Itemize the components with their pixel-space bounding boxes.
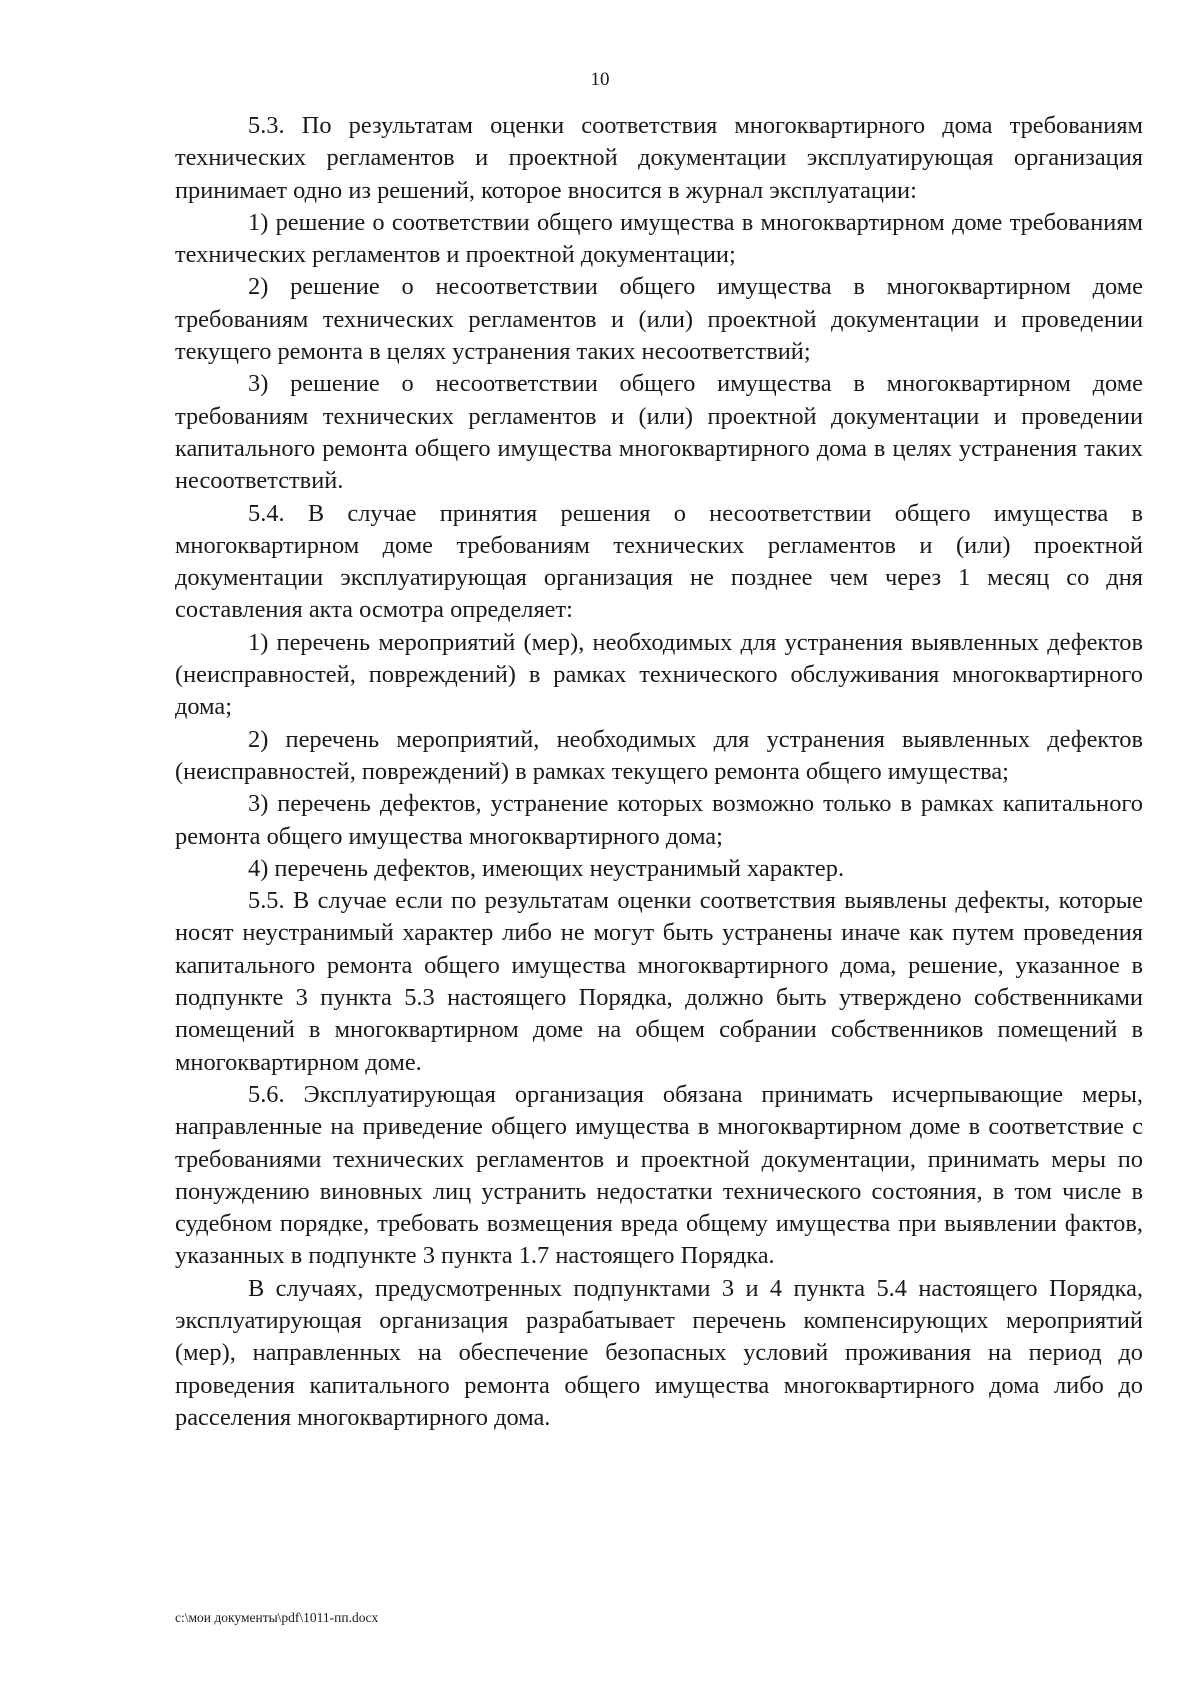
- list-item-5-3-1: 1) решение о соответствии общего имущества в многоквартирном доме требованиям технических регламентов и проектной документации;: [175, 208, 1143, 269]
- list-item-5-4-4: 4) перечень дефектов, имеющих неустранимый характер.: [248, 854, 845, 882]
- paragraph-5-4: 5.4. В случае принятия решения о несоответствии общего имущества в многоквартирном доме требованиям технических регламентов и (или) проектной документации эксплуатирующая организация не позднее чем через 1 месяц со дня составления акта осмотра определяет:: [175, 499, 1143, 624]
- document-body: [175, 110, 1143, 1434]
- list-item-5-4-3: 3) перечень дефектов, устранение которых возможно только в рамках капитального ремонта общего имущества многоквартирного дома;: [175, 790, 1143, 850]
- list-item-5-3-2: 2) решение о несоответствии общего имущества в многоквартирном доме требованиям технических регламентов и (или) проектной документации и проведении текущего ремонта в целях устранения таких несоответствий;: [175, 273, 1143, 366]
- page-number: 10: [590, 69, 610, 90]
- list-item-5-4-1: 1) перечень мероприятий (мер), необходимых для устранения выявленных дефектов (неисправностей, повреждений) в рамках технического обслуживания многоквартирного дома;: [175, 628, 1143, 721]
- paragraph-5-6: 5.6. Эксплуатирующая организация обязана принимать исчерпывающие меры, направленные на приведение общего имущества в многоквартирном доме в соответствие с требованиями технических регламентов и проектной документации, принимать меры по понуждению виновных лиц устранить недостатки технического состояния, в том числе в судебном порядке, требовать возмещения вреда общему имущества при выявлении фактов, указанных в подпункте 3 пункта 1.7 настоящего Порядка.: [175, 1080, 1143, 1270]
- footer-file-path: c:\мои документы\pdf\1011-пп.docx: [175, 1610, 379, 1625]
- list-item-5-3-3: 3) решение о несоответствии общего имущества в многоквартирном доме требованиям технических регламентов и (или) проектной документации и проведении капитального ремонта общего имущества многоквартирного дома в целях устранения таких несоответствий.: [175, 370, 1143, 495]
- paragraph-5-5: 5.5. В случае если по результатам оценки соответствия выявлены дефекты, которые носят неустранимый характер либо не могут быть устранены иначе как путем проведения капитального ремонта общего имущества многоквартирного дома, решение, указанное в подпункте 3 пункта 5.3 настоящего Порядка, должно быть утверждено собственниками помещений в многоквартирном доме на общем собрании собственников помещений в многоквартирном доме.: [175, 887, 1143, 1076]
- list-item-5-4-2: 2) перечень мероприятий, необходимых для устранения выявленных дефектов (неисправностей, повреждений) в рамках текущего ремонта общего имущества;: [175, 725, 1143, 785]
- paragraph-5-6-continued: В случаях, предусмотренных подпунктами 3 и 4 пункта 5.4 настоящего Порядка, эксплуатирующая организация разрабатывает перечень компенсирующих мероприятий (мер), направленных на обеспечение безопасных условий проживания на период до проведения капитального ремонта общего имущества многоквартирного дома либо до расселения многоквартирного дома.: [175, 1274, 1143, 1431]
- paragraph-5-3: 5.3. По результатам оценки соответствия многоквартирного дома требованиям технических регламентов и проектной документации эксплуатирующая организация принимает одно из решений, которое вносится в журнал эксплуатации:: [175, 112, 1143, 204]
